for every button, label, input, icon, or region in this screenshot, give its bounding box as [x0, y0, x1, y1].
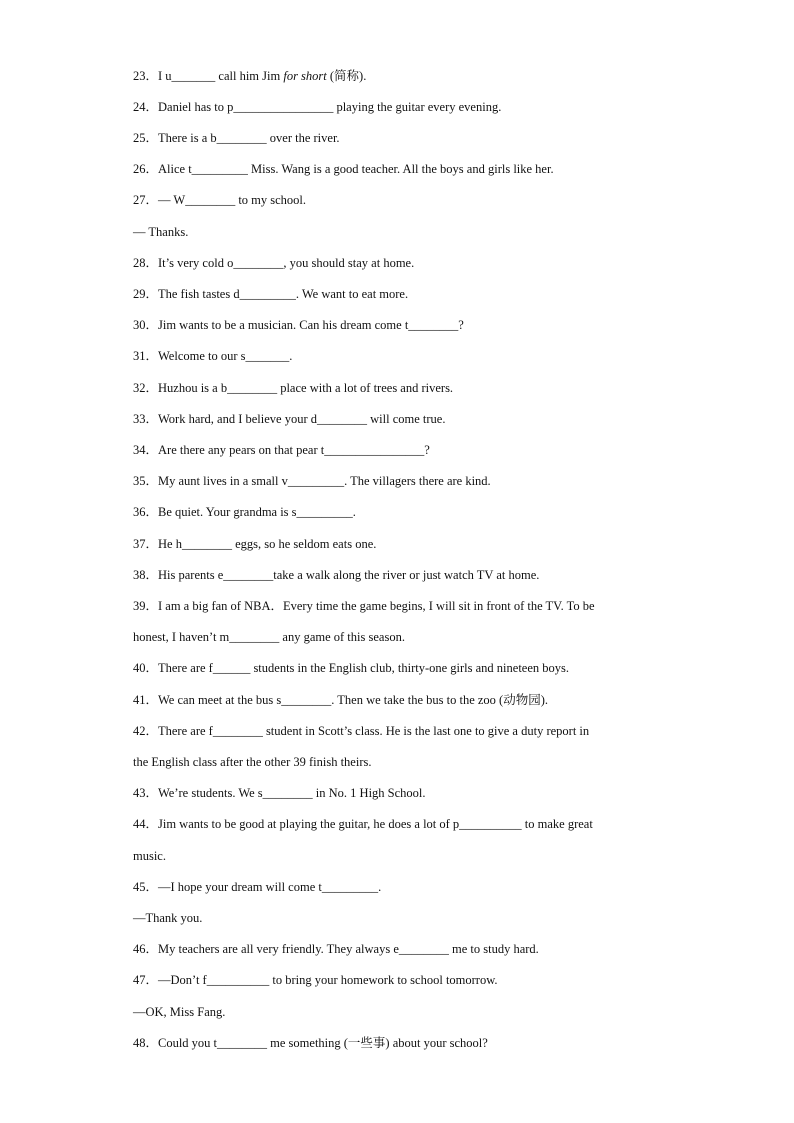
answer-27: — Thanks.: [133, 225, 189, 239]
question-41: 41．We can meet at the bus s________. Then we take the bus to the zoo (动物园).: [133, 693, 548, 707]
question-47: 47．—Don’t f__________ to bring your homework to school tomorrow.: [133, 973, 498, 987]
question-40: 40．There are f______ students in the English club, thirty-one girls and nineteen boys.: [133, 661, 570, 675]
question-42-continued: the English class after the other 39 finish theirs.: [133, 755, 372, 769]
answer-45: —Thank you.: [133, 911, 203, 925]
question-31: 31．Welcome to our s_______.: [133, 349, 293, 363]
question-25: 25．There is a b________ over the river.: [133, 131, 340, 145]
question-38: 38．His parents e________take a walk along the river or just watch TV at home.: [133, 568, 540, 582]
question-24: 24．Daniel has to p________________ playing the guitar every evening.: [133, 100, 502, 114]
question-43: 43．We’re students. We s________ in No. 1 High School.: [133, 786, 426, 800]
question-39: 39．I am a big fan of NBA．Every time the game begins, I will sit in front of the TV. To be: [133, 599, 595, 613]
question-30: 30．Jim wants to be a musician. Can his dream come t________?: [133, 318, 464, 332]
question-48: 48．Could you t________ me something (一些事) about your school?: [133, 1036, 488, 1050]
question-44-continued: music.: [133, 849, 166, 863]
question-32: 32．Huzhou is a b________ place with a lot of trees and rivers.: [133, 381, 454, 395]
question-28: 28．It’s very cold o________, you should stay at home.: [133, 256, 415, 270]
question-39-continued: honest, I haven’t m________ any game of this season.: [133, 630, 405, 644]
question-37: 37．He h________ eggs, so he seldom eats one.: [133, 537, 377, 551]
question-29: 29．The fish tastes d_________. We want to eat more.: [133, 287, 409, 301]
question-45: 45．—I hope your dream will come t_________.: [133, 880, 382, 894]
question-27: 27．— W________ to my school.: [133, 193, 307, 207]
answer-47: —OK, Miss Fang.: [133, 1005, 226, 1019]
question-42: 42．There are f________ student in Scott’s class. He is the last one to give a duty report in: [133, 724, 590, 738]
question-46: 46．My teachers are all very friendly. They always e________ me to study hard.: [133, 942, 539, 956]
question-44: 44．Jim wants to be good at playing the guitar, he does a lot of p__________ to make great: [133, 817, 593, 831]
question-23: 23．I u_______ call him Jim for short (简称).: [133, 69, 367, 83]
question-26: 26．Alice t_________ Miss. Wang is a good teacher. All the boys and girls like her.: [133, 162, 554, 176]
question-36: 36．Be quiet. Your grandma is s_________.: [133, 505, 356, 519]
question-35: 35．My aunt lives in a small v_________. The villagers there are kind.: [133, 474, 491, 488]
question-34: 34．Are there any pears on that pear t________________?: [133, 443, 430, 457]
question-33: 33．Work hard, and I believe your d________ will come true.: [133, 412, 446, 426]
